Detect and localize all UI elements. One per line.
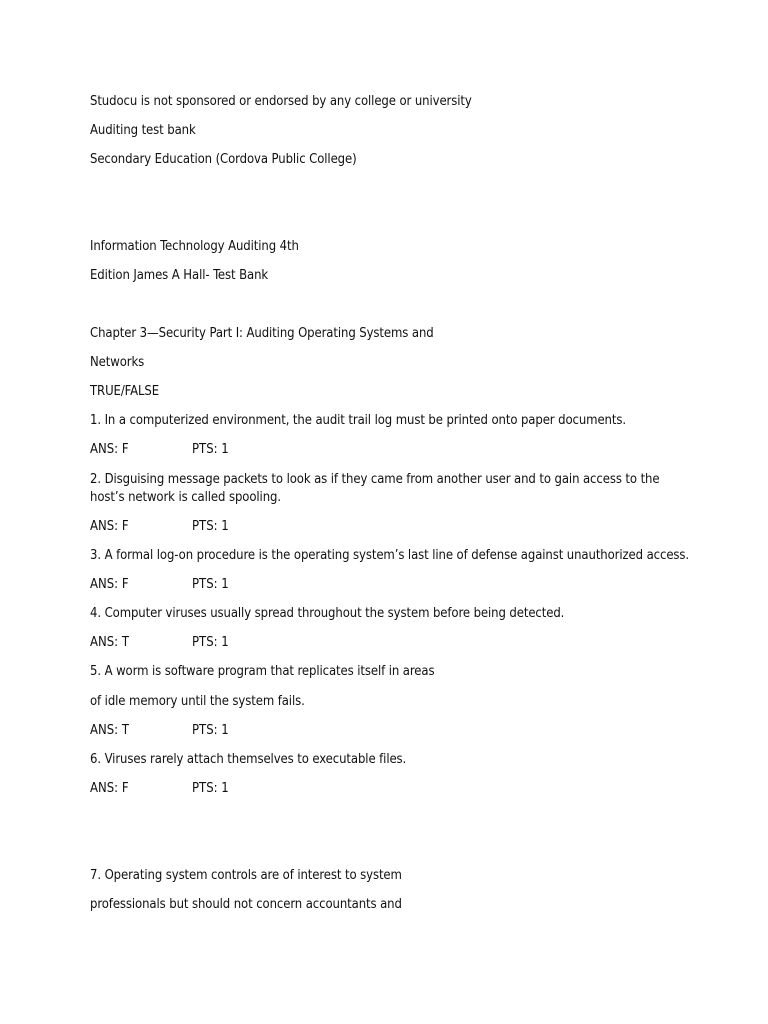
question-7-line1: 7. Operating system controls are of interest to system (90, 868, 402, 883)
question-7-line2: professionals but should not concern accountants and (90, 897, 402, 912)
question-5-line1: 5. A worm is software program that replicates itself in areas (90, 664, 435, 679)
answer-6: ANS: F (90, 781, 129, 796)
question-4: 4. Computer viruses usually spread throughout the system before being detected. (90, 606, 565, 621)
points-2: PTS: 1 (192, 519, 229, 534)
answer-5: ANS: T (90, 723, 129, 738)
chapter-heading-line1: Chapter 3—Security Part I: Auditing Operating Systems and (90, 326, 434, 341)
points-3: PTS: 1 (192, 577, 229, 592)
points-6: PTS: 1 (192, 781, 229, 796)
answer-row-4 (90, 634, 229, 652)
document-title-line2: Edition James A Hall- Test Bank (90, 268, 269, 283)
answer-1: ANS: F (90, 442, 129, 457)
answer-row-6 (90, 780, 229, 798)
answer-row-2 (90, 518, 229, 536)
points-4: PTS: 1 (192, 635, 229, 650)
question-1: 1. In a computerized environment, the audit trail log must be printed onto paper documents. (90, 413, 626, 428)
document-title-line1: Information Technology Auditing 4th (90, 239, 299, 254)
answer-3: ANS: F (90, 577, 129, 592)
institution-name: Secondary Education (Cordova Public College) (90, 152, 357, 167)
chapter-heading-line2: Networks (90, 355, 145, 370)
answer-row-3 (90, 576, 229, 594)
question-5-line2: of idle memory until the system fails. (90, 694, 305, 709)
section-heading: TRUE/FALSE (90, 384, 160, 399)
answer-4: ANS: T (90, 635, 129, 650)
question-6: 6. Viruses rarely attach themselves to executable files. (90, 752, 407, 767)
question-3: 3. A formal log-on procedure is the operating system’s last line of defense against unauthorized access. (90, 548, 690, 563)
points-5: PTS: 1 (192, 723, 229, 738)
answer-row-5 (90, 722, 229, 740)
points-1: PTS: 1 (192, 442, 229, 457)
studocu-notice: Studocu is not sponsored or endorsed by any college or university (90, 94, 472, 109)
course-name: Auditing test bank (90, 123, 196, 138)
question-2: 2. Disguising message packets to look as if they came from another user and to gain access to the host’s network is called spooling. (90, 472, 660, 505)
answer-2: ANS: F (90, 519, 129, 534)
answer-row-1 (90, 441, 229, 459)
